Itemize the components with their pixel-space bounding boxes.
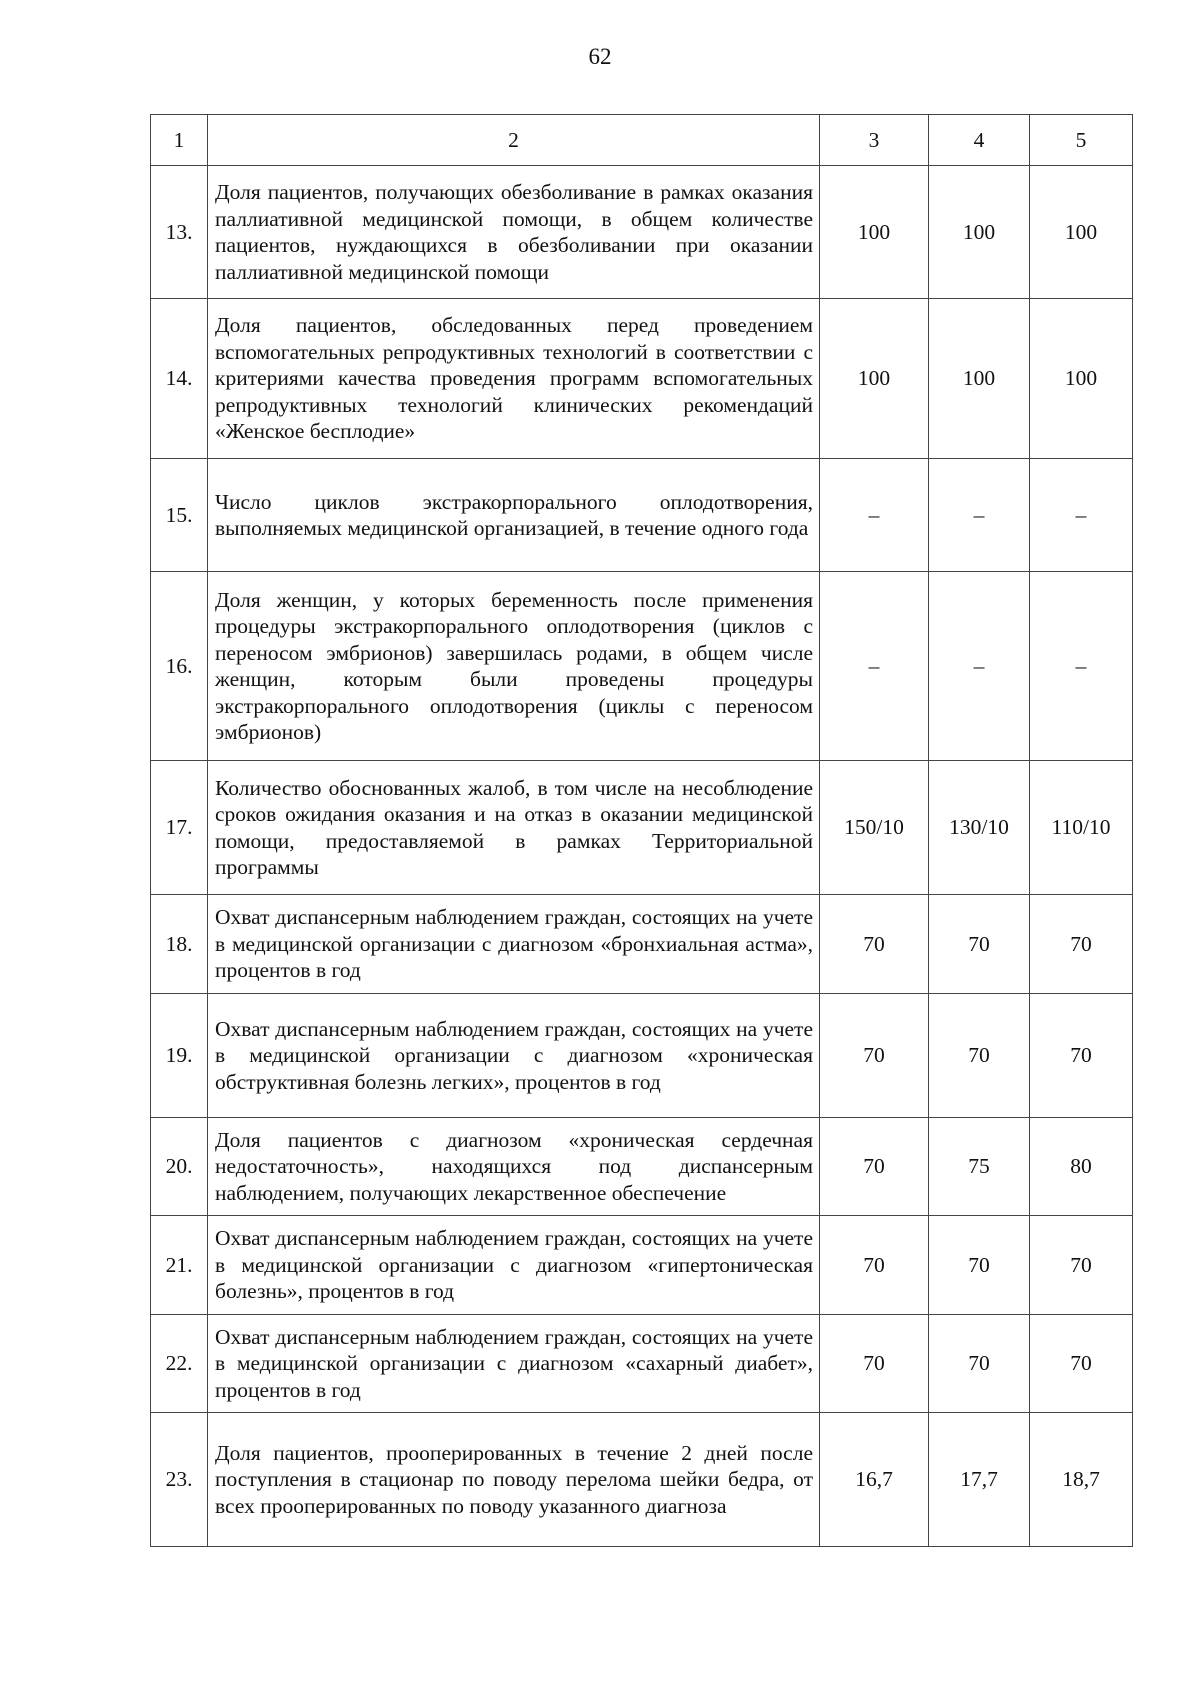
row-value-col3: 70 [820,895,929,994]
row-value-col5: 80 [1030,1118,1133,1216]
table-row [151,1118,1133,1216]
table-row [151,761,1133,895]
header-col-2: 2 [208,115,820,166]
row-number: 16. [151,572,208,761]
table-row [151,1413,1133,1547]
row-description: Охват диспансерным наблюдением граждан, состоящих на учете в медицинской организации с диагнозом «гипертоническая болезнь», процентов в год [208,1216,820,1315]
header-col-1: 1 [151,115,208,166]
row-value-col3: 100 [820,299,929,459]
row-value-col4: 70 [929,1315,1030,1413]
row-number: 23. [151,1413,208,1547]
row-value-col3: – [820,572,929,761]
row-value-col5: – [1030,572,1133,761]
header-col-4: 4 [929,115,1030,166]
row-value-col3: 70 [820,1118,929,1216]
row-value-col5: 70 [1030,1315,1133,1413]
row-description: Доля пациентов, прооперированных в течение 2 дней после поступления в стационар по поводу перелома шейки бедра, от всех прооперированных по поводу указанного диагноза [208,1413,820,1547]
row-description: Охват диспансерным наблюдением граждан, состоящих на учете в медицинской организации с диагнозом «хроническая обструктивная болезнь легких», процентов в год [208,994,820,1118]
row-value-col3: – [820,459,929,572]
row-number: 17. [151,761,208,895]
row-description: Доля пациентов с диагнозом «хроническая сердечная недостаточность», находящихся под диспансерным наблюдением, получающих лекарственное обеспечение [208,1118,820,1216]
table-row [151,459,1133,572]
row-value-col3: 150/10 [820,761,929,895]
row-description: Количество обоснованных жалоб, в том числе на несоблюдение сроков ожидания оказания и на отказ в оказании медицинской помощи, предоставляемой в рамках Территориальной программы [208,761,820,895]
row-value-col5: 110/10 [1030,761,1133,895]
row-description: Число циклов экстракорпорального оплодотворения, выполняемых медицинской организацией, в течение одного года [208,459,820,572]
row-number: 22. [151,1315,208,1413]
row-number: 15. [151,459,208,572]
row-description: Доля женщин, у которых беременность после применения процедуры экстракорпорального оплодотворения (циклов с переносом эмбрионов) завершилась родами, в общем числе женщин, которым были проведены процедуры экстракорпорального оплодотворения (циклы с переносом эмбрионов) [208,572,820,761]
row-value-col4: – [929,572,1030,761]
table-row [151,572,1133,761]
row-value-col5: 70 [1030,1216,1133,1315]
row-value-col5: 100 [1030,299,1133,459]
row-description: Доля пациентов, получающих обезболивание в рамках оказания паллиативной медицинской помощи, в общем количестве пациентов, нуждающихся в обезболивании при оказании паллиативной медицинской помощи [208,166,820,299]
row-value-col4: – [929,459,1030,572]
row-description: Охват диспансерным наблюдением граждан, состоящих на учете в медицинской организации с диагнозом «сахарный диабет», процентов в год [208,1315,820,1413]
row-value-col4: 100 [929,299,1030,459]
row-number: 21. [151,1216,208,1315]
table-row [151,994,1133,1118]
row-value-col4: 75 [929,1118,1030,1216]
row-number: 20. [151,1118,208,1216]
header-col-5: 5 [1030,115,1133,166]
table-row [151,166,1133,299]
row-value-col4: 70 [929,895,1030,994]
indicators-table [150,114,1133,1547]
header-col-3: 3 [820,115,929,166]
table-row [151,299,1133,459]
row-description: Охват диспансерным наблюдением граждан, состоящих на учете в медицинской организации с диагнозом «бронхиальная астма», процентов в год [208,895,820,994]
row-value-col5: – [1030,459,1133,572]
table-row [151,895,1133,994]
row-value-col5: 18,7 [1030,1413,1133,1547]
row-number: 18. [151,895,208,994]
row-value-col4: 17,7 [929,1413,1030,1547]
row-number: 14. [151,299,208,459]
row-description: Доля пациентов, обследованных перед проведением вспомогательных репродуктивных технологий в соответствии с критериями качества проведения программ вспомогательных репродуктивных технологий клинических рекомендаций «Женское бесплодие» [208,299,820,459]
row-value-col4: 100 [929,166,1030,299]
row-value-col5: 100 [1030,166,1133,299]
row-value-col3: 16,7 [820,1413,929,1547]
row-value-col4: 70 [929,1216,1030,1315]
row-number: 19. [151,994,208,1118]
row-value-col3: 100 [820,166,929,299]
page-number: 62 [588,44,612,69]
table-header-row [151,115,1133,166]
row-number: 13. [151,166,208,299]
table-row [151,1315,1133,1413]
row-value-col5: 70 [1030,994,1133,1118]
row-value-col4: 70 [929,994,1030,1118]
row-value-col4: 130/10 [929,761,1030,895]
table-row [151,1216,1133,1315]
row-value-col3: 70 [820,1216,929,1315]
row-value-col3: 70 [820,1315,929,1413]
row-value-col5: 70 [1030,895,1133,994]
row-value-col3: 70 [820,994,929,1118]
